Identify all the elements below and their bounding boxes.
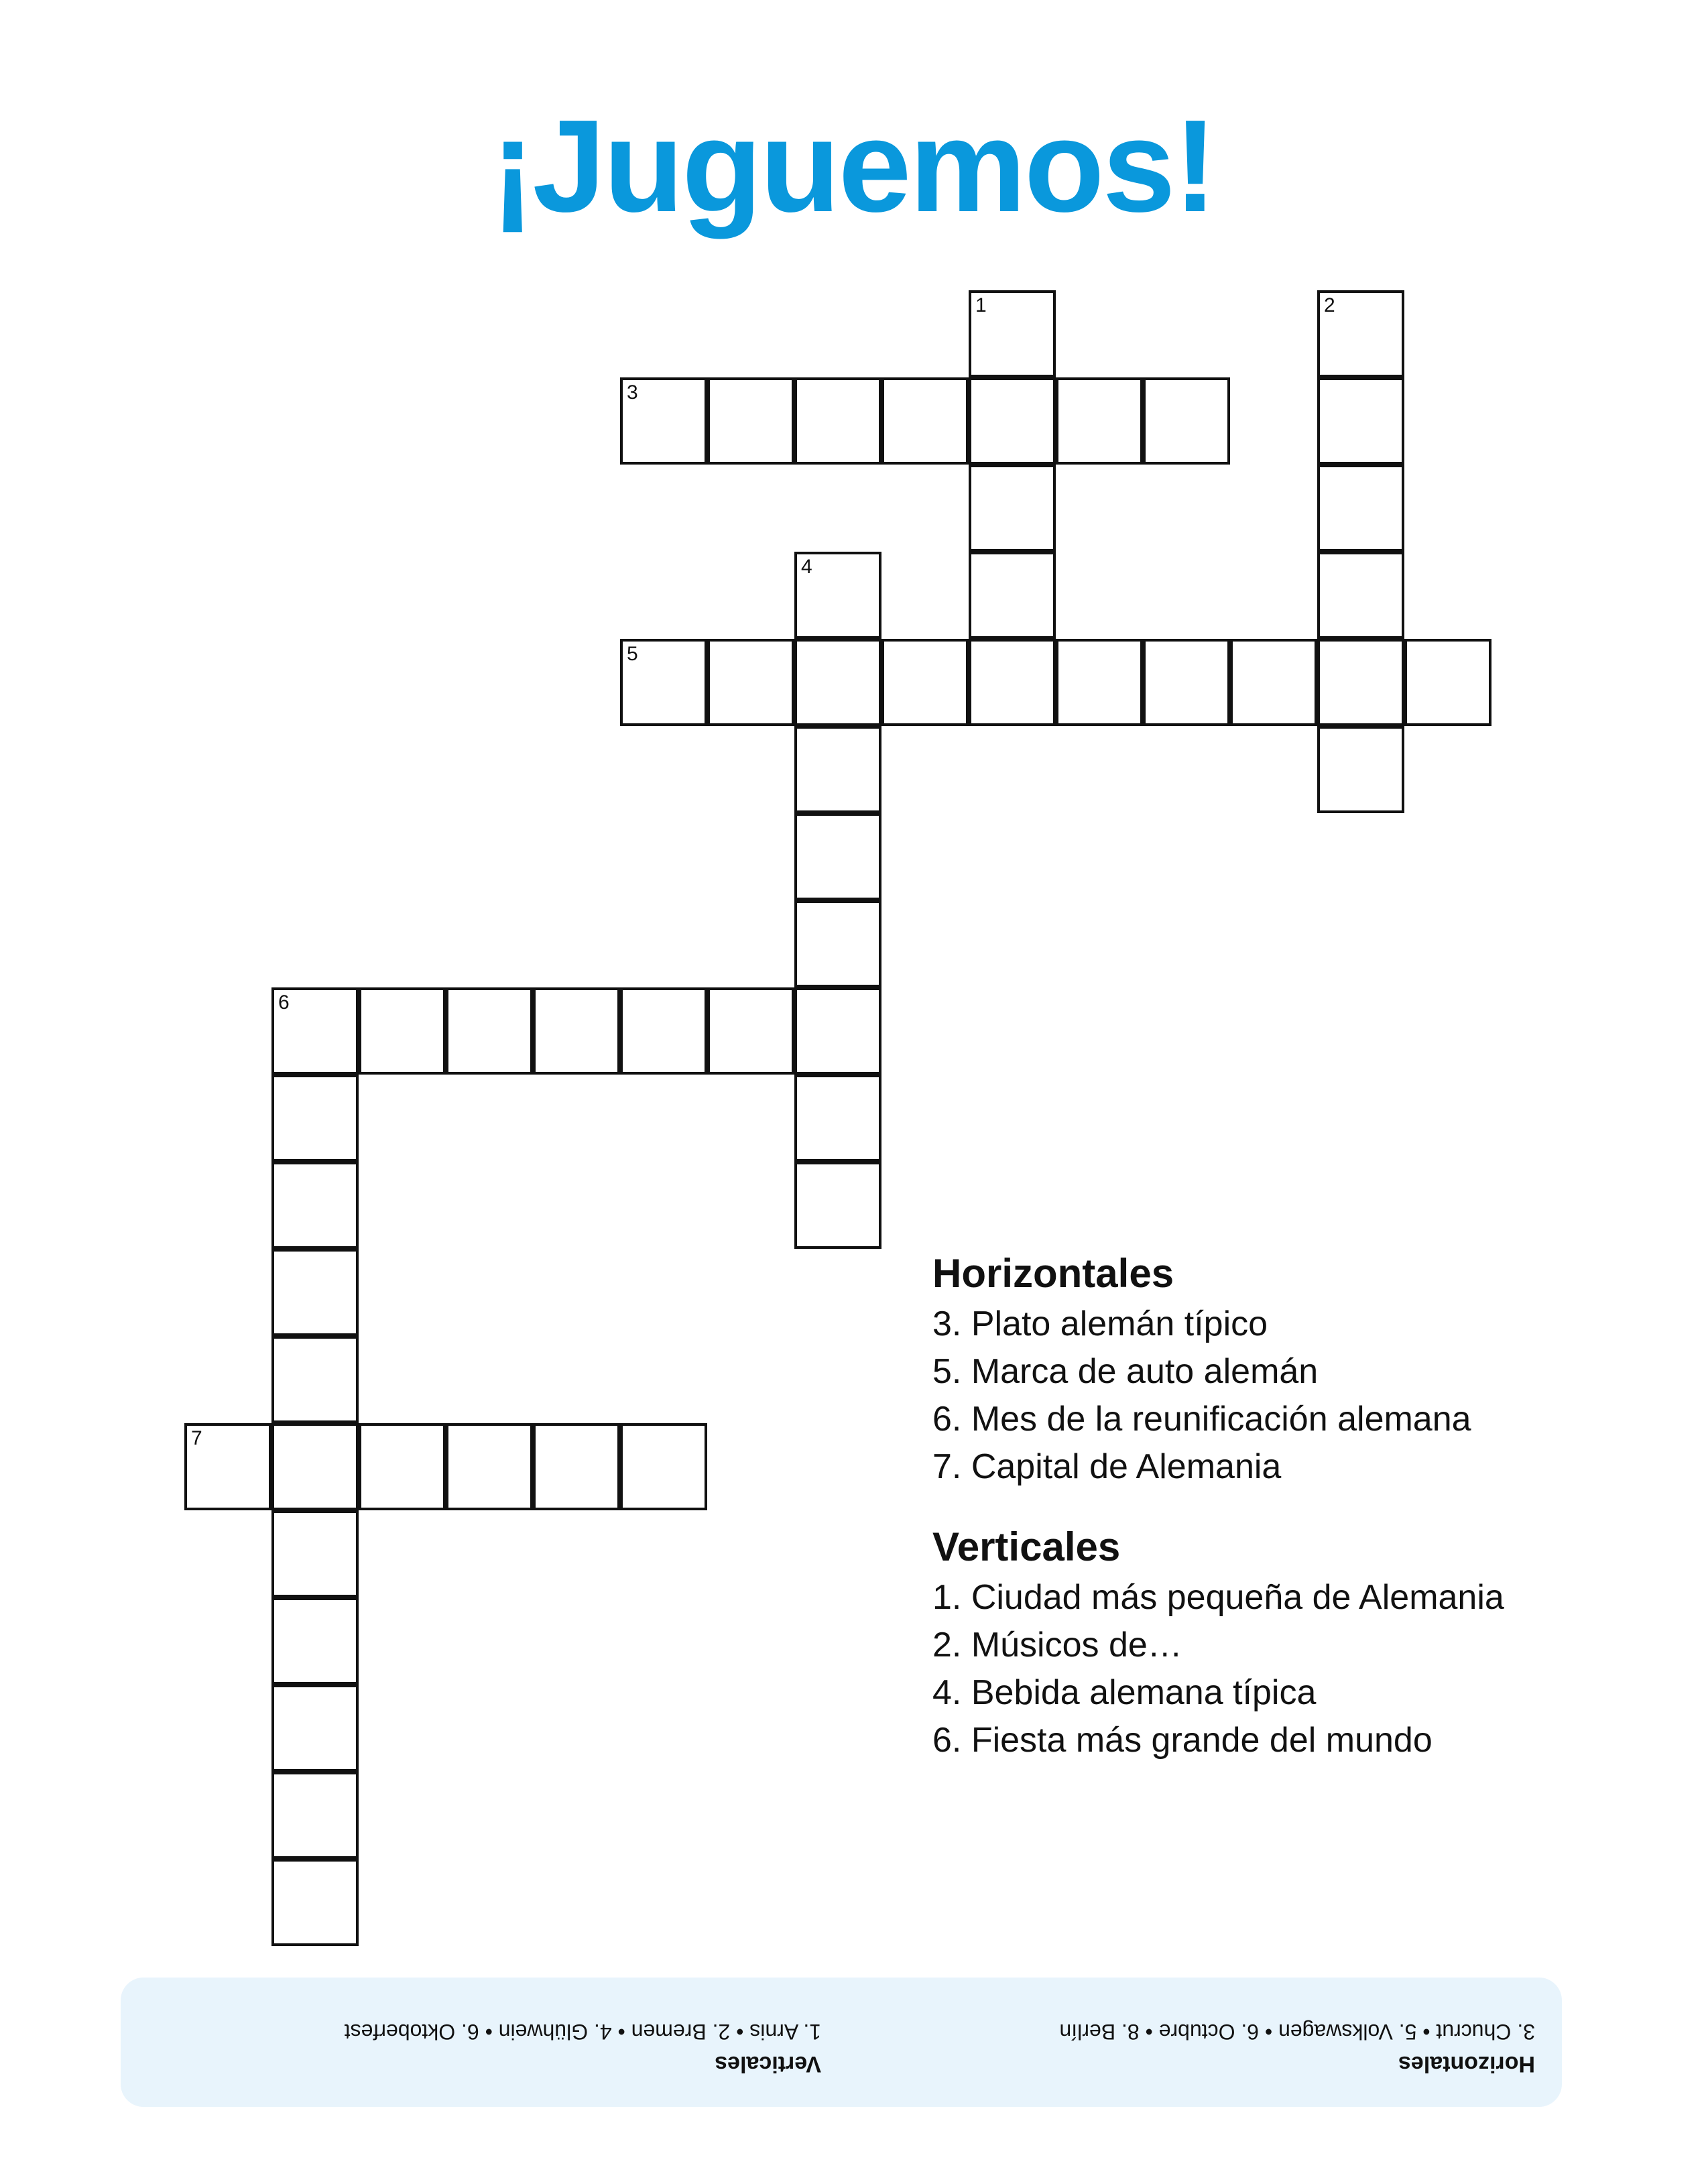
- grid-cell[interactable]: [1056, 639, 1143, 726]
- grid-cell[interactable]: [271, 1510, 359, 1597]
- clue-item: 1. Ciudad más pequeña de Alemania: [932, 1578, 1504, 1617]
- grid-cell[interactable]: [1317, 290, 1404, 377]
- grid-cell[interactable]: [881, 639, 969, 726]
- grid-cell[interactable]: [1317, 726, 1404, 813]
- grid-cell[interactable]: [271, 1685, 359, 1772]
- grid-cell[interactable]: [620, 639, 707, 726]
- clue-number: 6: [278, 991, 290, 1014]
- grid-cell[interactable]: [707, 377, 794, 465]
- grid-cell[interactable]: [794, 552, 881, 639]
- grid-cell[interactable]: [271, 1336, 359, 1423]
- grid-cell[interactable]: [794, 639, 881, 726]
- grid-cell[interactable]: [271, 1772, 359, 1859]
- grid-cell[interactable]: [620, 377, 707, 465]
- answer-key-horizontal: [1059, 2016, 1535, 2080]
- grid-cell[interactable]: [1230, 639, 1317, 726]
- grid-cell[interactable]: [1143, 377, 1230, 465]
- clue-item: 3. Plato alemán típico: [932, 1305, 1268, 1343]
- grid-cell[interactable]: [271, 1597, 359, 1685]
- grid-cell[interactable]: [1317, 552, 1404, 639]
- grid-cell[interactable]: [794, 900, 881, 987]
- clue-item: 4. Bebida alemana típica: [932, 1673, 1317, 1712]
- grid-cell[interactable]: [533, 987, 620, 1075]
- clue-number: 2: [1324, 294, 1335, 316]
- grid-cell[interactable]: [1404, 639, 1491, 726]
- grid-cell[interactable]: [794, 1075, 881, 1162]
- clue-number: 4: [801, 556, 812, 578]
- grid-cell[interactable]: [271, 1162, 359, 1249]
- grid-cell[interactable]: [794, 813, 881, 900]
- grid-cell[interactable]: [969, 377, 1056, 465]
- grid-cell[interactable]: [969, 639, 1056, 726]
- grid-cell[interactable]: [446, 987, 533, 1075]
- clue-item: 6. Mes de la reunificación alemana: [932, 1400, 1471, 1439]
- grid-cell[interactable]: [1317, 465, 1404, 552]
- answer-key-horizontal-heading: Horizontales: [1398, 2051, 1535, 2077]
- answer-key-vertical: [345, 2016, 821, 2080]
- clue-number: 7: [191, 1427, 202, 1449]
- clue-item: 6. Fiesta más grande del mundo: [932, 1721, 1433, 1760]
- grid-cell[interactable]: [969, 552, 1056, 639]
- grid-cell[interactable]: [271, 1859, 359, 1946]
- grid-cell[interactable]: [707, 987, 794, 1075]
- grid-cell[interactable]: [359, 1423, 446, 1510]
- grid-cell[interactable]: [881, 377, 969, 465]
- grid-cell[interactable]: [794, 987, 881, 1075]
- grid-cell[interactable]: [794, 377, 881, 465]
- grid-cell[interactable]: [184, 1423, 271, 1510]
- answer-key-box: [121, 1978, 1562, 2107]
- clues-horizontal-heading: Horizontales: [932, 1251, 1174, 1296]
- grid-cell[interactable]: [620, 987, 707, 1075]
- grid-cell[interactable]: [969, 465, 1056, 552]
- answer-key-upside-down: [121, 1978, 1562, 2107]
- clues-horizontal: [932, 1247, 1670, 1491]
- grid-cell[interactable]: [1143, 639, 1230, 726]
- clues-vertical: [932, 1520, 1670, 1764]
- clue-number: 5: [627, 643, 638, 665]
- grid-cell[interactable]: [794, 726, 881, 813]
- grid-cell[interactable]: [533, 1423, 620, 1510]
- clue-number: 1: [975, 294, 987, 316]
- grid-cell[interactable]: [446, 1423, 533, 1510]
- clues-vertical-heading: Verticales: [932, 1524, 1121, 1569]
- grid-cell[interactable]: [1317, 639, 1404, 726]
- clue-number: 3: [627, 381, 638, 404]
- grid-cell[interactable]: [794, 1162, 881, 1249]
- grid-cell[interactable]: [707, 639, 794, 726]
- grid-cell[interactable]: [271, 987, 359, 1075]
- clue-item: 5. Marca de auto alemán: [932, 1352, 1319, 1391]
- grid-cell[interactable]: [1317, 377, 1404, 465]
- grid-cell[interactable]: [271, 1075, 359, 1162]
- grid-cell[interactable]: [620, 1423, 707, 1510]
- clue-item: 7. Capital de Alemania: [932, 1447, 1282, 1486]
- clue-item: 2. Músicos de…: [932, 1626, 1182, 1664]
- answer-key-vertical-heading: Verticales: [715, 2051, 821, 2077]
- grid-cell[interactable]: [1056, 377, 1143, 465]
- answer-key-horizontal-text: 3. Chucrut • 5. Volkswagen • 6. Octubre • 8. Berlín: [1059, 2020, 1535, 2044]
- grid-cell[interactable]: [271, 1423, 359, 1510]
- clues-panel: [932, 1247, 1670, 1764]
- grid-cell[interactable]: [271, 1249, 359, 1336]
- page-title: ¡Juguemos!: [491, 93, 1215, 239]
- answer-key-vertical-text: 1. Arnis • 2. Bremen • 4. Glühwein • 6. Oktoberfest: [344, 2020, 821, 2044]
- grid-cell[interactable]: [359, 987, 446, 1075]
- grid-cell[interactable]: [969, 290, 1056, 377]
